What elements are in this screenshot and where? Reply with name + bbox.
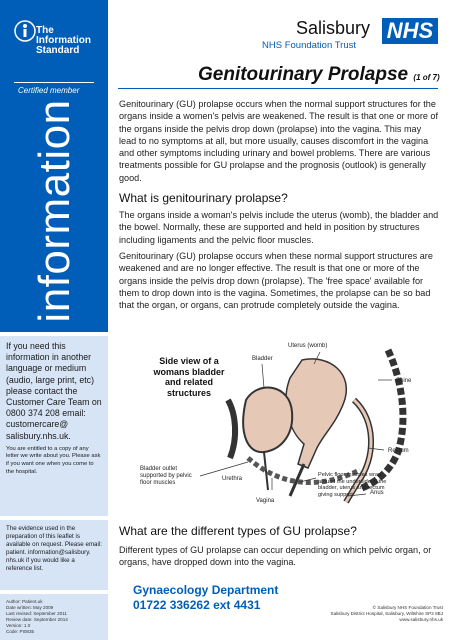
letter-copy-note: You are entitled to a copy of any letter we write about you. Please ask if you want one when you come to the hospital. [6,445,101,475]
sidebar [0,0,108,640]
information-standard-logo [14,20,94,95]
footer-copyright: © Salisbury NHS Foundation Trust [372,605,443,610]
label-bladder: Bladder [252,356,273,362]
evidence-box [0,520,108,590]
certified-member-label: Certified member [18,86,80,95]
vertical-heading [10,94,100,328]
logo-text [36,26,91,56]
information-standard-icon [14,20,36,42]
logo-line-1: The [36,25,54,36]
heading-what-is: What is genitourinary prolapse? [119,191,288,205]
footer-hospital-address: Salisbury District Hospital, Salisbury, Wiltshire SP2 8BJ [330,611,443,616]
meta-review-date: Review date: September 2014 [6,617,68,622]
footer-website[interactable]: www.salisbury.nhs.uk [399,617,443,622]
meta-author: Author: Patient.uk [6,599,43,604]
contact-info-box [0,336,108,516]
pubic-bone-shape [228,400,235,458]
label-vagina: Vagina [256,498,275,504]
label-pelvic-floor: Pelvic floor muscles wrap around the underside of the bladder, uterus and rectum giving support [318,472,387,498]
department-name: Gynaecology Department [133,583,279,597]
paragraph-organs: The organs inside a woman's pelvis include the uterus (womb), the bladder and the bowel. Normally, these are supported and held in position by structures including ligaments and the pelvic floor muscles. [119,210,439,245]
footer-address [273,605,443,623]
evidence-text: The evidence used in the preparation of this leaflet is available on request. Please email: patient. information@salisbury. nhs.uk if you would like a reference list. [6,525,102,572]
meta-date-written: Date written: May 2009 [6,605,54,610]
document-meta-box [0,594,108,640]
page-count: (1 of 7) [413,73,440,82]
logo-divider [14,82,94,83]
logo-line-2: Information [36,35,91,46]
department-phone: 01722 336262 ext 4431 [133,598,261,612]
label-spine: Spine [396,378,412,384]
meta-last-revised: Last revised: September 2011 [6,611,67,616]
department-contact [133,583,278,613]
page-title [198,64,440,86]
heading-types: What are the different types of GU prolapse? [119,524,357,538]
label-rectum: Rectum [388,448,409,454]
sidebar-banner [0,0,108,332]
logo-line-3: Standard [36,45,80,56]
label-anus: Anus [370,490,384,496]
intro-paragraph: Genitourinary (GU) prolapse occurs when the normal support structures for the organs inside a women's pelvis are weakened. The result is that one or more of the organs inside the pelvis drop down (prolapse) into the vagina. This may lead to no symptoms at all, but more usually, causes discomfort in the vagina and other symptoms including urinary and bowel problems. There are various treatments possible for GU prolapse and the prognosis (outlook) is generally good. [119,99,439,183]
label-urethra: Urethra [222,476,243,482]
meta-version: Version: 1.0 [6,623,31,628]
paragraph-types: Different types of GU prolapse can occur depending on which pelvic organ, or organs, have dropped down into the vagina. [119,545,432,568]
page-title-text: Genitourinary Prolapse [198,64,409,85]
meta-code: Code: PI0835 [6,629,35,634]
paragraph-prolapse: Genitourinary (GU) prolapse occurs when these normal support structures are weakened and are no longer effective. The result is that one or more of the organs inside the pelvis drop down (prolapse). The 'free space' available for them to drop down into is the vagina. Sometimes, the prolapse can be so bad that the organ, or organs, can protrude completely outside the vagina. [119,251,433,311]
nhs-logo: NHS [382,18,438,44]
title-divider [118,88,438,89]
vertical-heading-text: information [30,99,79,323]
label-uterus: Uterus (womb) [288,343,328,349]
figure-title: Side view of a womans bladder and related structures [153,356,225,398]
trust-name: Salisbury [296,18,371,38]
label-bladder-outlet: Bladder outlet supported by pelvic floor muscles [140,466,192,486]
uterus-shape [286,359,346,468]
bladder-shape [243,388,292,453]
trust-subtitle: NHS Foundation Trust [262,40,356,51]
anatomy-figure [140,340,445,520]
contact-info-text: If you need this information in another language or medium (audio, large print, etc) please contact the Customer Care Team on 0800 374 208 email: customercare@ salisbury.nhs.uk. [6,341,102,441]
